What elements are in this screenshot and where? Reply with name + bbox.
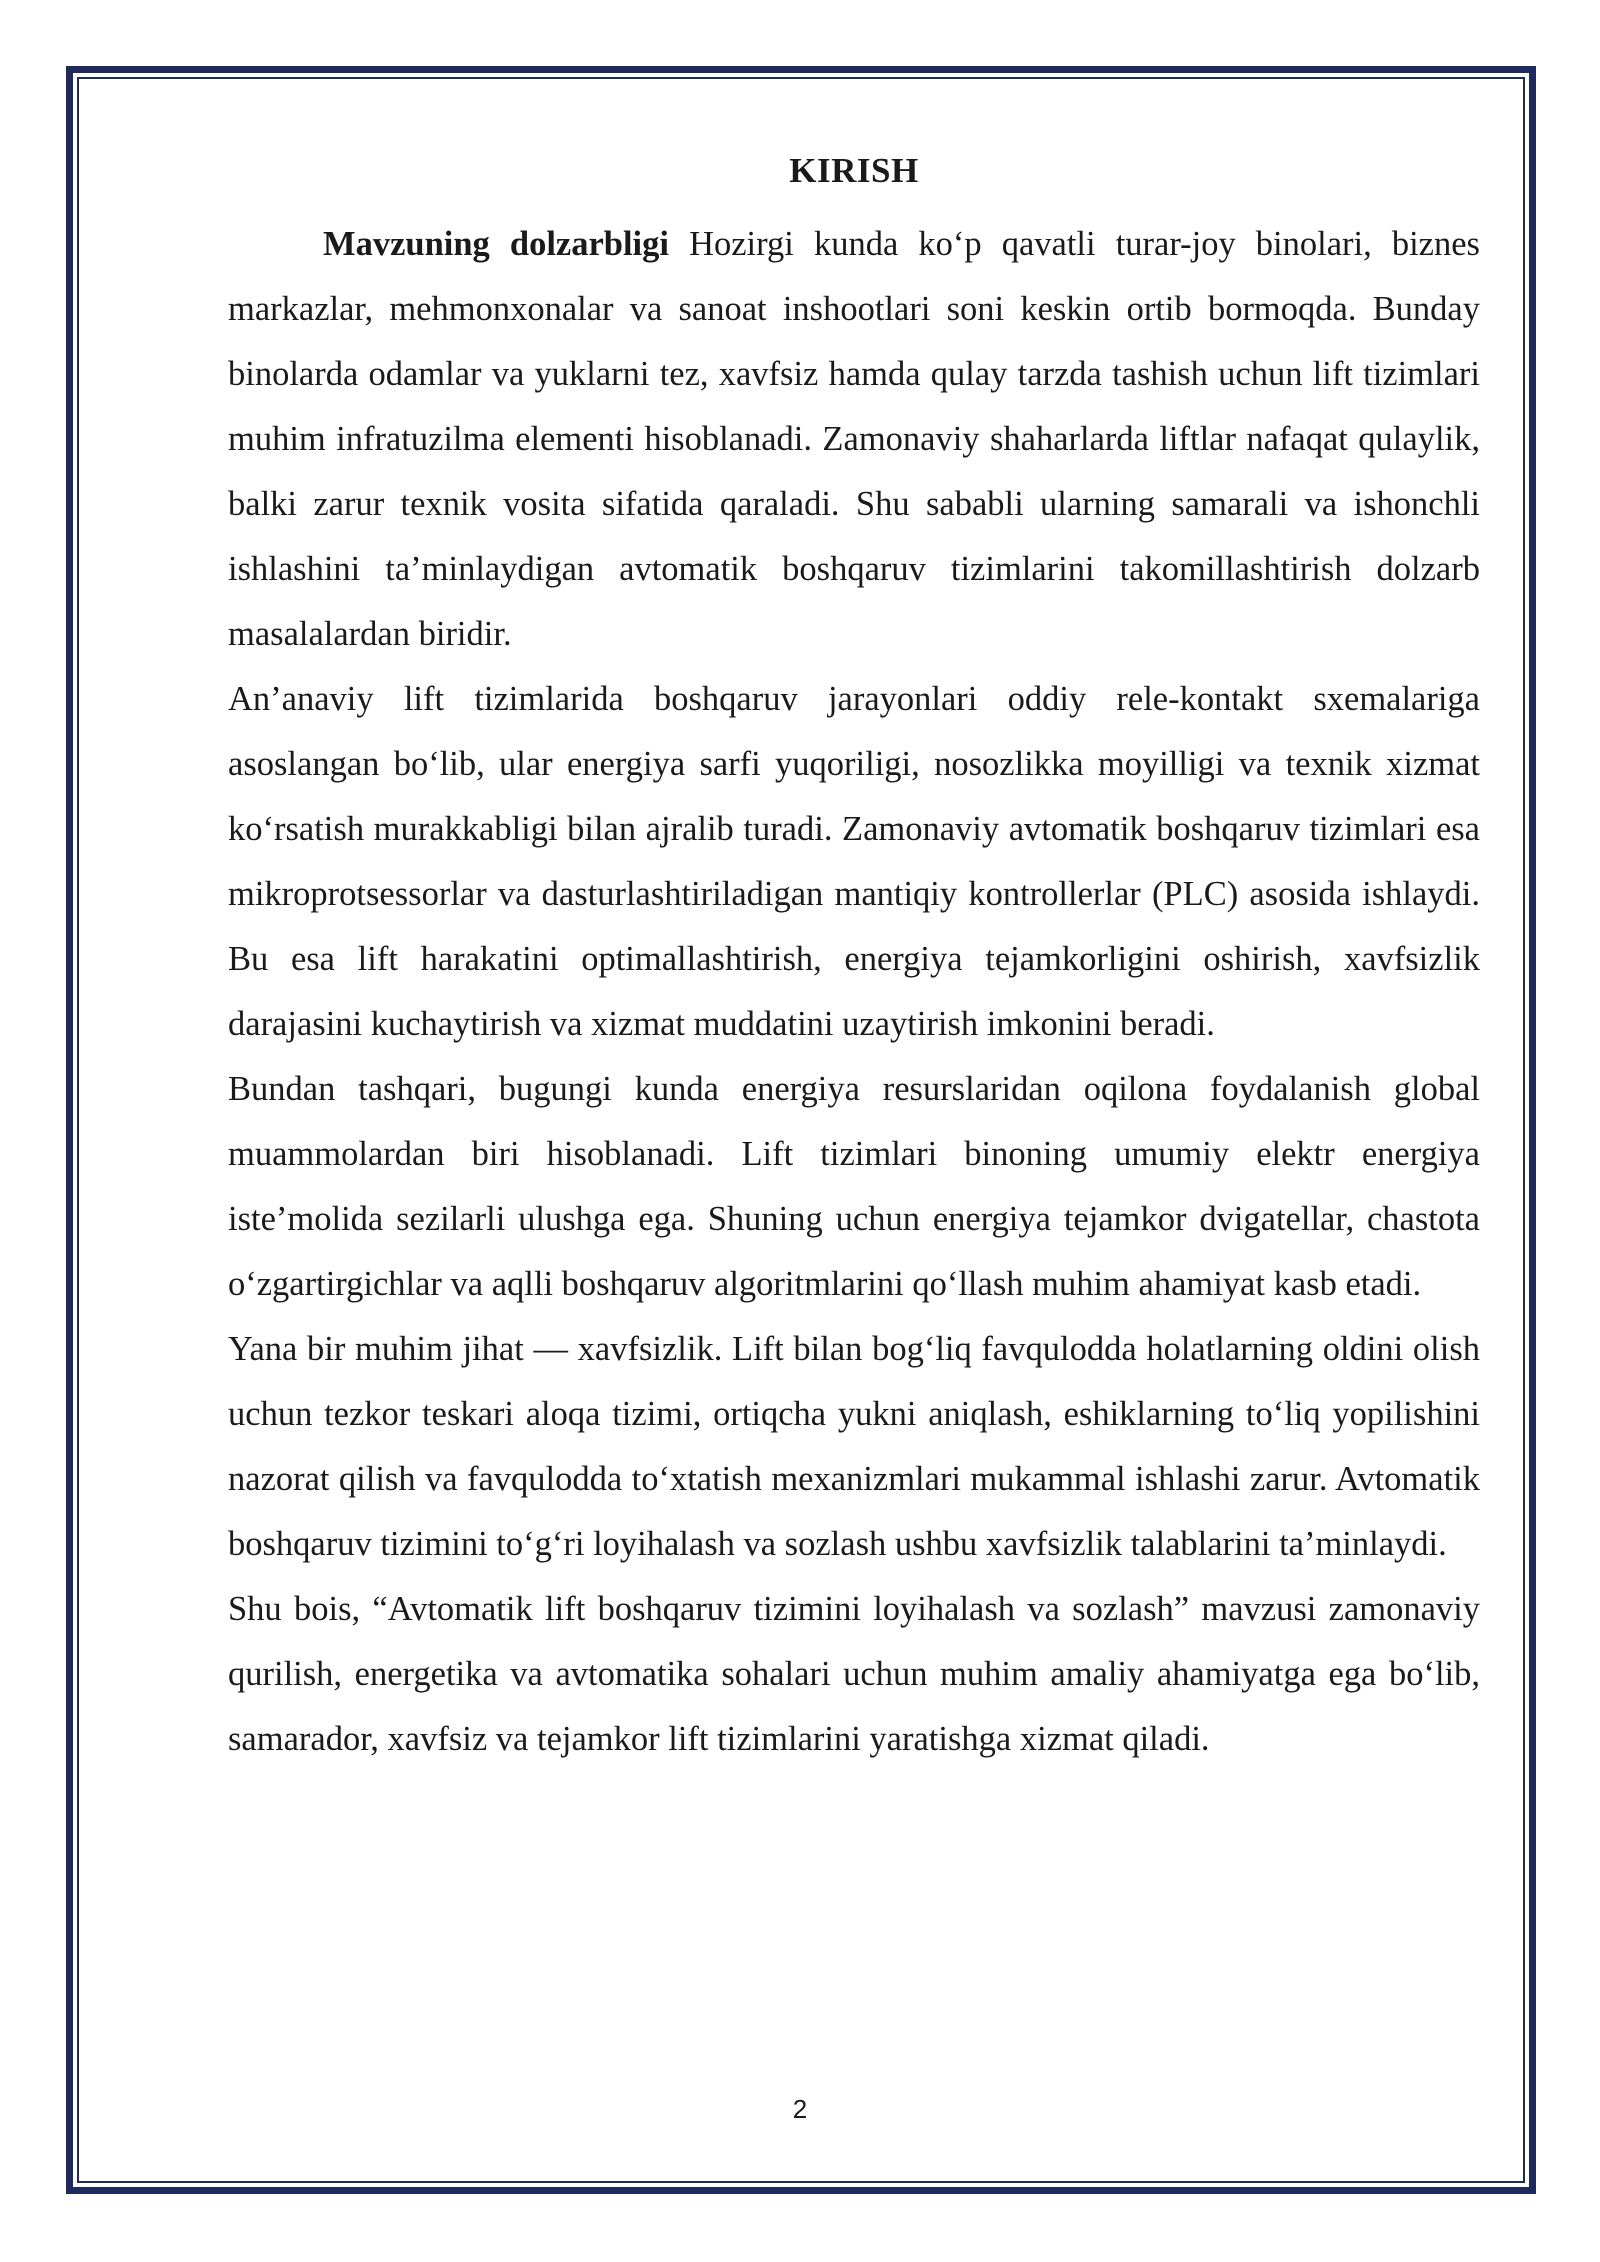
paragraph-lead: Mavzuning dolzarbligi: [323, 225, 669, 263]
document-body: [228, 146, 1480, 1772]
paragraph-text: Hozirgi kunda ko‘p qavatli turar-joy binolari, biznes markazlar, mehmonxonalar va sanoat inshootlari soni keskin ortib bormoqda. Bunday binolarda odamlar va yuklarni tez, xavfsiz hamda qulay tarzda tashish uchun lift tizimlari muhim infratuzilma elementi hisoblanadi. Zamonaviy shaharlarda liftlar nafaqat qulaylik, balki zarur texnik vosita sifatida qaraladi. Shu sababli ularning samarali va ishonchli ishlashini ta’minlaydigan avtomatik boshqaruv tizimlarini takomillashtirish dolzarb masalalardan biridir.: [228, 225, 1480, 653]
paragraph-relevance: [228, 212, 1480, 667]
paragraph-conclusion: Shu bois, “Avtomatik lift boshqaruv tizimini loyihalash va sozlash” mavzusi zamonaviy qurilish, energetika va avtomatika sohalari uchun muhim amaliy ahamiyatga ega bo‘lib, samarador, xavfsiz va tejamkor lift tizimlarini yaratishga xizmat qiladi.: [228, 1590, 1480, 1758]
paragraph-traditional-systems: An’anaviy lift tizimlarida boshqaruv jarayonlari oddiy rele-kontakt sxemalariga asoslangan bo‘lib, ular energiya sarfi yuqoriligi, nosozlikka moyilligi va texnik xizmat ko‘rsatish murakkabligi bilan ajralib turadi. Zamonaviy avtomatik boshqaruv tizimlari esa mikroprotsessorlar va dasturlashtiriladigan mantiqiy kontrollerlar (PLC) asosida ishlaydi. Bu esa lift harakatini optimallashtirish, energiya tejamkorligini oshirish, xavfsizlik darajasini kuchaytirish va xizmat muddatini uzaytirish imkonini beradi.: [228, 680, 1480, 1043]
section-title: KIRISH: [789, 151, 919, 190]
paragraph-energy: Bundan tashqari, bugungi kunda energiya resurslaridan oqilona foydalanish global muammolardan biri hisoblanadi. Lift tizimlari binoning umumiy elektr energiya iste’molida sezilarli ulushga ega. Shuning uchun energiya tejamkor dvigatellar, chastota o‘zgartirgichlar va aqlli boshqaruv algoritmlarini qo‘llash muhim ahamiyat kasb etadi.: [228, 1070, 1480, 1303]
paragraph-safety: Yana bir muhim jihat — xavfsizlik. Lift bilan bog‘liq favqulodda holatlarning oldini olish uchun tezkor teskari aloqa tizimi, ortiqcha yukni aniqlash, eshiklarning to‘liq yopilishini nazorat qilish va favqulodda to‘xtatish mexanizmlari mukammal ishlashi zarur. Avtomatik boshqaruv tizimini to‘g‘ri loyihalash va sozlash ushbu xavfsizlik talablarini ta’minlaydi.: [228, 1330, 1480, 1563]
page-number: 2: [792, 2094, 808, 2124]
